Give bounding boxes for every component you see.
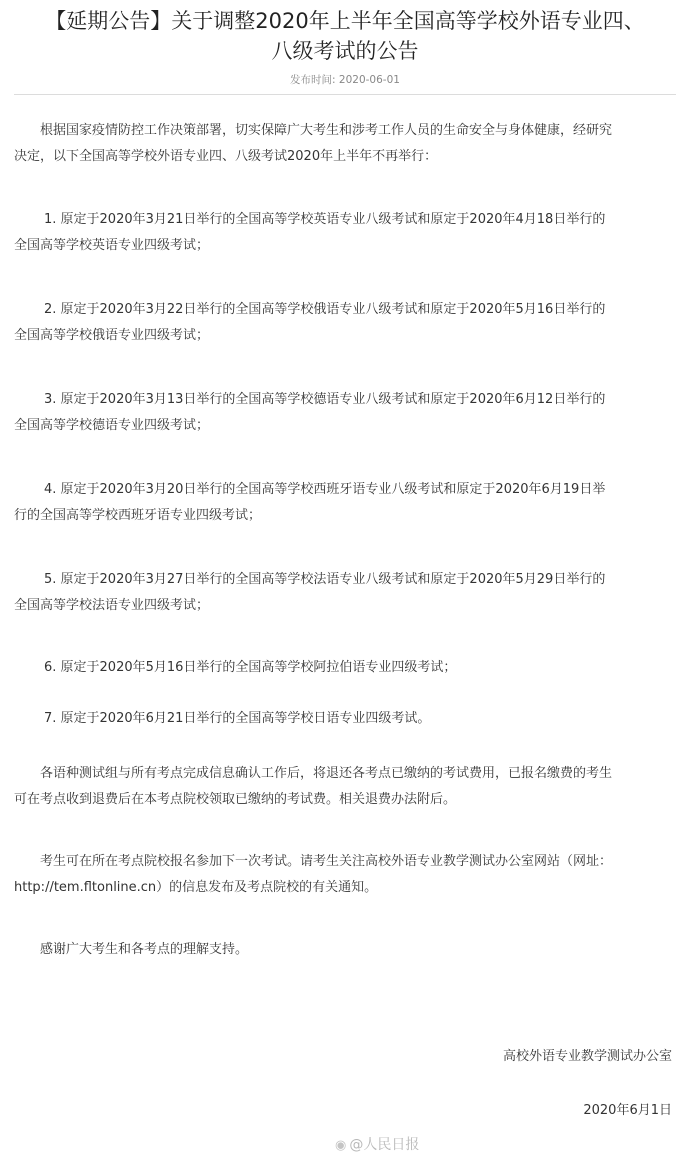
item-2-line-2: 全国高等学校俄语专业四级考试； <box>14 328 210 343</box>
refund-paragraph <box>14 761 676 813</box>
title-line-2: 八级考试的公告 <box>271 39 419 63</box>
next-exam-line-2: http://tem.fltonline.cn）的信息发布及考点院校的有关通知。 <box>14 880 378 895</box>
thanks-paragraph <box>14 937 676 963</box>
item-1-line-1: 1. 原定于2020年3月21日举行的全国高等学校英语专业八级考试和原定于2020年4月18日举行的 <box>44 212 606 227</box>
list-item <box>14 207 676 259</box>
title-line-1: 【延期公告】关于调整2020年上半年全国高等学校外语专业四、 <box>45 9 645 33</box>
item-3-line-1: 3. 原定于2020年3月13日举行的全国高等学校德语专业八级考试和原定于2020年6月12日举行的 <box>44 392 606 407</box>
refund-line-2: 可在考点收到退费后在本考点院校领取已缴纳的考试费。相关退费办法附后。 <box>14 792 457 807</box>
intro-line-2: 决定，以下全国高等学校外语专业四、八级考试2020年上半年不再举行： <box>14 149 438 164</box>
item-5-line-1: 5. 原定于2020年3月27日举行的全国高等学校法语专业八级考试和原定于2020年5月29日举行的 <box>44 572 606 587</box>
list-item <box>14 655 676 681</box>
list-item <box>14 297 676 349</box>
weibo-icon: ◉ <box>335 1138 347 1153</box>
list-item <box>14 387 676 439</box>
intro-line-1: 根据国家疫情防控工作决策部署，切实保障广大考生和涉考工作人员的生命安全与身体健康，经研究 <box>40 123 613 138</box>
signature: 高校外语专业教学测试办公室 <box>502 1049 672 1064</box>
refund-line-1: 各语种测试组与所有考点完成信息确认工作后，将退还各考点已缴纳的考试费用，已报名缴费的考生 <box>40 766 613 781</box>
item-6-line-1: 6. 原定于2020年5月16日举行的全国高等学校阿拉伯语专业四级考试； <box>44 660 457 675</box>
item-5-line-2: 全国高等学校法语专业四级考试； <box>14 598 210 613</box>
publish-time: 发布时间: 2020-06-01 <box>290 74 400 86</box>
watermark-text: @人民日报 <box>349 1137 420 1153</box>
list-item <box>14 567 676 619</box>
item-2-line-1: 2. 原定于2020年3月22日举行的全国高等学校俄语专业八级考试和原定于2020年5月16日举行的 <box>44 302 606 317</box>
header-divider <box>14 94 676 95</box>
item-4-line-1: 4. 原定于2020年3月20日举行的全国高等学校西班牙语专业八级考试和原定于2020年6月19日举 <box>44 482 606 497</box>
list-item <box>14 706 676 732</box>
announcement-title <box>0 6 690 66</box>
next-exam-paragraph <box>14 849 676 901</box>
watermark <box>335 1134 419 1154</box>
thanks-line: 感谢广大考生和各考点的理解支持。 <box>40 942 249 957</box>
item-3-line-2: 全国高等学校德语专业四级考试； <box>14 418 210 433</box>
next-exam-line-1: 考生可在所在考点院校报名参加下一次考试。请考生关注高校外语专业教学测试办公室网站（网址： <box>40 854 613 869</box>
signature-date: 2020年6月1日 <box>583 1103 672 1118</box>
item-4-line-2: 行的全国高等学校西班牙语专业四级考试； <box>14 508 262 523</box>
item-1-line-2: 全国高等学校英语专业四级考试； <box>14 238 210 253</box>
list-item <box>14 477 676 529</box>
intro-paragraph <box>14 118 676 170</box>
item-7-line-1: 7. 原定于2020年6月21日举行的全国高等学校日语专业四级考试。 <box>44 711 431 726</box>
